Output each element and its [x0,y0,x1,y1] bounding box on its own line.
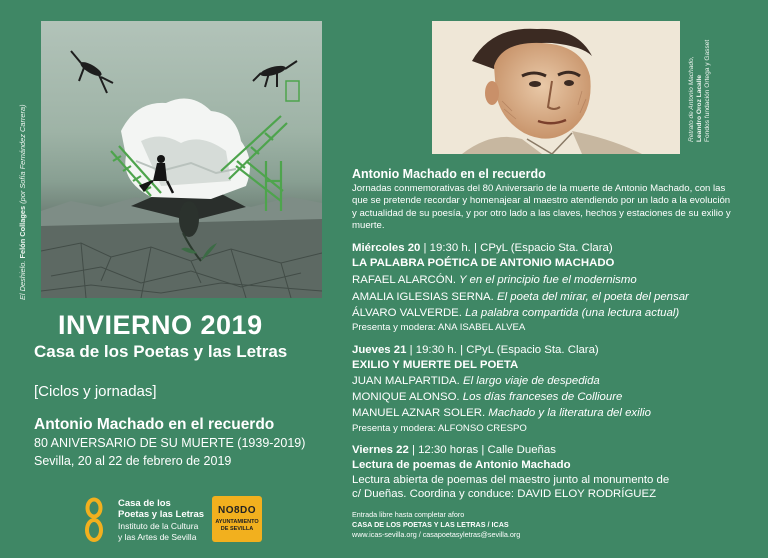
credit-line: Leandro Oroz Lacalle [696,74,703,142]
credit-line: Retrato de Antonio Machado, [688,56,695,142]
talk-speaker: ÁLVARO VALVERDE. [352,307,462,319]
session-header [352,343,599,358]
session-day: Viernes 22 [352,444,409,456]
program-title: Antonio Machado en el recuerdo [352,167,546,181]
talk-speaker: JUAN MALPARTIDA. [352,375,460,387]
talk-line [352,390,622,405]
house-name: Casa de los Poetas y las Letras [34,342,288,361]
logo-line: Instituto de la Cultura [118,521,199,531]
institute-logo-text [118,521,218,542]
talk-line [352,290,689,305]
collage-artwork [41,21,322,298]
session-text-line: c/ Dueñas. Coordina y conduce: DAVID ELOY RODRÍGUEZ [352,488,657,500]
talk-title: El poeta del mirar, el poeta del pensar [493,291,689,303]
city-nodo: NO8DO [217,505,257,516]
logo-line: AYUNTAMIENTO [215,519,259,525]
artwork-credit: El Deshielo. Felón Collages (por Sofía Fernández Carrera) [18,104,27,300]
logo-line: y las Artes de Sevilla [118,531,197,542]
talk-speaker: MANUEL AZNAR SOLER. [352,407,486,419]
program-description: Jornadas conmemorativas del 80 Aniversario de la muerte de Antonio Machado, con las que se pretende recordar y homenajear al maestro atendiendo por un lado a la evolución y actualidad de su poesía, y por otro lado a las claves, hechos y estaciones de su exilio y muerte. [352,183,731,231]
city-name [212,519,262,532]
city-council-logo [212,496,262,542]
portrait-credit [688,39,711,142]
talk-line [352,273,637,288]
session-details: | 12:30 horas | Calle Dueñas [408,444,556,456]
talk-title: La palabra compartida (una lectura actual) [461,307,680,319]
portrait-drawing [432,21,680,154]
session-title: EXILIO Y MUERTE DEL POETA [352,359,519,371]
house-logo-text [118,498,223,520]
session-title: Lectura de poemas de Antonio Machado [352,459,571,471]
footer-organizer: CASA DE LOS POETAS Y LAS LETRAS / ICAS [352,520,509,529]
session-moderator: Presenta y modera: ANA ISABEL ALVEA [352,322,526,333]
session-text-line: Lectura abierta de poemas del maestro junto al monumento de [352,474,670,486]
session-title: LA PALABRA POÉTICA DE ANTONIO MACHADO [352,257,615,269]
session-header [352,241,613,256]
session-moderator: Presenta y modera: ALFONSO CRESPO [352,423,527,434]
talk-title: Machado y la literatura del exilio [485,407,652,419]
season-title: INVIERNO 2019 [58,310,263,340]
talk-title: El largo viaje de despedida [459,375,600,387]
footer-contact-link[interactable]: www.icas-sevilla.org / casapoetasyletras@sevilla.org [352,530,521,539]
eight-logo-icon [85,497,103,543]
event-title: Antonio Machado en el recuerdo [34,416,275,433]
session-day: Miércoles 20 [352,242,421,254]
talk-line [352,306,679,321]
session-details: | 19:30 h. | CPyL (Espacio Sta. Clara) [406,344,599,356]
talk-speaker: AMALIA IGLESIAS SERNA. [352,291,494,303]
logo-line: Poetas y las Letras [118,509,205,520]
session-header [352,443,556,458]
logo-line: Casa de los [118,498,171,509]
talk-line [352,374,600,389]
credit-line: Fondos fundación Ortega y Gasset [704,39,711,142]
event-subtitle: 80 ANIVERSARIO DE SU MUERTE (1939-2019) [34,436,306,450]
session-details: | 19:30 h. | CPyL (Espacio Sta. Clara) [420,242,613,254]
cycle-label: [Ciclos y jornadas] [34,383,157,400]
event-place-dates: Sevilla, 20 al 22 de febrero de 2019 [34,454,232,468]
talk-speaker: MONIQUE ALONSO. [352,391,460,403]
talk-speaker: RAFAEL ALARCÓN. [352,274,457,286]
talk-title: Y en el principio fue el modernismo [456,274,637,286]
footer-entry: Entrada libre hasta completar aforo [352,510,465,519]
talk-line [352,406,651,421]
logo-line: DE SEVILLA [220,525,254,532]
session-day: Jueves 21 [352,344,407,356]
talk-title: Los días franceses de Collioure [459,391,623,403]
